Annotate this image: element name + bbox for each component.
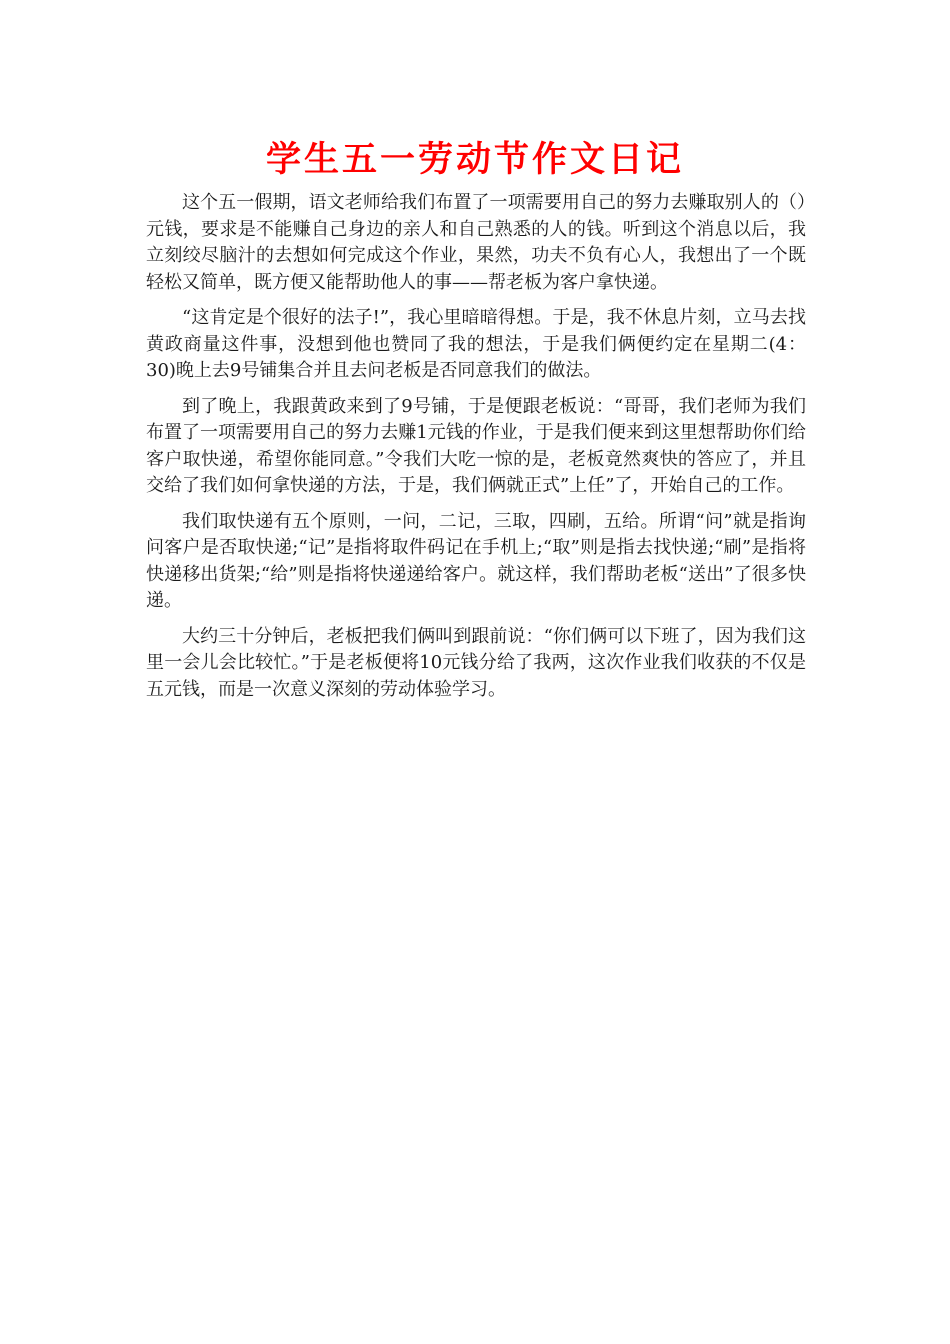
document-title: 学生五一劳动节作文日记	[265, 139, 684, 180]
paragraph-2: “这肯定是个很好的法子!”，我心里暗暗得想。于是，我不休息片刻，立马去找黄政商量这件事，没想到他也赞同了我的想法，于是我们俩便约定在星期二(4：30)晚上去9号铺集合并且去问老板是否同意我们的做法。	[146, 307, 806, 381]
paragraph-4: 我们取快递有五个原则，一问，二记，三取，四刷，五给。所谓“问”就是指询问客户是否取快递;“记”是指将取件码记在手机上;“取”则是指去找快递;“刷”是指将快递移出货架;“给”则是指将快递递给客户。就这样，我们帮助老板“送出”了很多快递。	[146, 510, 806, 611]
paragraph-3: 到了晚上，我跟黄政来到了9号铺，于是便跟老板说：“哥哥，我们老师为我们布置了一项需要用自己的努力去赚1元钱的作业，于是我们便来到这里想帮助你们给客户取快递，希望你能同意。”令我们大吃一惊的是，老板竟然爽快的答应了，并且交给了我们如何拿快递的方法，于是，我们俩就正式”上任”了，开始自己的工作。	[146, 395, 806, 496]
paragraph-1: 这个五一假期，语文老师给我们布置了一项需要用自己的努力去赚取别人的（）元钱，要求是不能赚自己身边的亲人和自己熟悉的人的钱。听到这个消息以后，我立刻绞尽脑汁的去想如何完成这个作业，果然，功夫不负有心人，我想出了一个既轻松又简单，既方便又能帮助他人的事——帮老板为客户拿快递。	[146, 192, 806, 293]
paragraph-5: 大约三十分钟后，老板把我们俩叫到跟前说：“你们俩可以下班了，因为我们这里一会儿会比较忙。”于是老板便将10元钱分给了我两，这次作业我们收获的不仅是五元钱，而是一次意义深刻的劳动体验学习。	[146, 625, 806, 700]
document-body	[146, 190, 806, 712]
